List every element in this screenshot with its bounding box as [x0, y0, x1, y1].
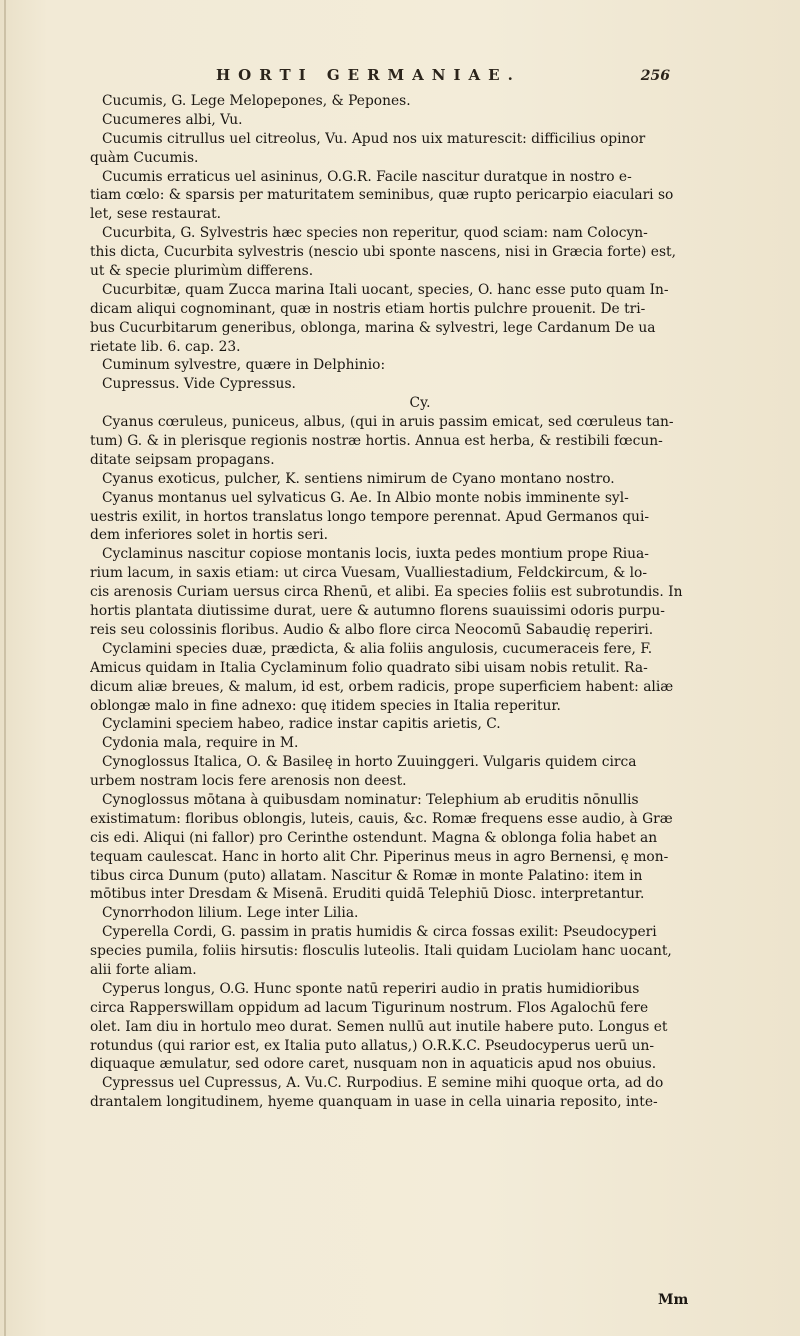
running-head [120, 66, 680, 88]
text-line: tequam caulescat. Hanc in horto alit Chr. Piperinus meus in agro Bernensi, ę mon- [90, 848, 669, 865]
text-line: reis seu colossinis floribus. Audio & albo flore circa Neocomū Sabaudię reperiri. [90, 621, 654, 638]
catchword: Mm [658, 1292, 689, 1308]
text-line: Cucurbita, G. Sylvestris hæc species non reperitur, quod sciam: nam Colocyn- [102, 225, 648, 242]
page-number: 256 [640, 68, 670, 84]
text-line: dicum aliæ breues, & malum, id est, orbem radicis, prope superficiem habent: aliæ [90, 678, 674, 695]
text-line: Cucumis erraticus uel asininus, O.G.R. Facile nascitur duratque in nostro e- [102, 168, 632, 185]
text-line: alii forte aliam. [90, 961, 197, 978]
text-line: ditate seipsam propagans. [90, 451, 275, 468]
text-line: Cyanus montanus uel sylvaticus G. Ae. In Albio monte nobis imminente syl- [102, 489, 629, 506]
text-line: let, sese restaurat. [90, 206, 222, 223]
text-line: Cucumis, G. Lege Melopepones, & Pepones. [102, 93, 411, 109]
text-line: Cydonia mala, require in M. [102, 735, 299, 752]
text-line: ut & specie plurimùm differens. [90, 263, 314, 280]
text-line: tum) G. & in plerisque regionis nostræ hortis. Annua est herba, & restibili fœcun- [90, 433, 663, 450]
text-line: tiam cœlo: & sparsis per maturitatem seminibus, quæ rupto pericarpio eiaculari so [90, 187, 674, 204]
text-line: dem inferiores solet in hortis seri. [90, 527, 329, 544]
text-line: cis edi. Aliqui (ni fallor) pro Cerinthe ostendunt. Magna & oblonga folia habet an [90, 829, 658, 846]
text-line: dicam aliqui cognominant, quæ in nostris etiam hortis pulchre prouenit. De tri- [90, 300, 646, 317]
text-line: this dicta, Cucurbita sylvestris (nescio ubi sponte nascens, nisi in Græcia forte) est, [90, 244, 676, 261]
text-line: Cynorrhodon lilium. Lege inter Lilia. [102, 905, 359, 922]
text-line: Cyperella Cordi, G. passim in pratis humidis & circa fossas exilit: Pseudocyperi [102, 924, 657, 941]
text-line: Cypressus uel Cupressus, A. Vu.C. Rurpodius. E semine mihi quoque orta, ad do [102, 1075, 664, 1092]
text-line: Cucurbitæ, quam Zucca marina Itali uocant, species, O. hanc esse puto quam In- [102, 281, 669, 298]
text-line: mōtibus inter Dresdam & Misenā. Eruditi quidā Telephiū Diosc. interpretantur. [90, 886, 645, 903]
text-line: oblongæ malo in fine adnexo: quę itidem species in Italia reperitur. [90, 697, 561, 714]
text-line: rotundus (qui rarior est, ex Italia puto allatus,) O.R.K.C. Pseudocyperus uerū un- [90, 1037, 655, 1054]
text-line: Cyclamini speciem habeo, radice instar capitis arietis, C. [102, 716, 501, 733]
text-line: tibus circa Dunum (puto) allatam. Nascitur & Romæ in monte Palatino: item in [90, 867, 643, 884]
text-line: cis arenosis Curiam uersus circa Rhenū, et alibi. Ea species foliis est subrotundis. In [90, 584, 683, 601]
text-line: urbem nostram locis fere arenosis non deest. [90, 773, 407, 790]
text-line: Amicus quidam in Italia Cyclaminum folio quadrato sibi uisam nobis retulit. Ra- [90, 659, 648, 676]
text-line: Cyanus exoticus, pulcher, K. sentiens nimirum de Cyano montano nostro. [102, 470, 615, 487]
text-line: species pumila, foliis hirsutis: flosculis luteolis. Itali quidam Luciolam hanc uocant, [90, 943, 672, 960]
text-line: Cyperus longus, O.G. Hunc sponte natū reperiri audio in pratis humidioribus [102, 980, 640, 997]
text-line: Cyclaminus nascitur copiose montanis locis, iuxta pedes montium prope Riua- [102, 546, 649, 563]
text-line: diquaque æmulatur, sed odore caret, nusquam non in aquaticis apud nos obuius. [90, 1056, 657, 1073]
text-line: Cyclamini species duæ, prædicta, & alia foliis angulosis, cucumeraceis fere, F. [102, 640, 653, 657]
text-line: Cynoglossus mōtana à quibusdam nominatur: Telephium ab eruditis nōnullis [102, 791, 639, 808]
text-line: Cucumeres albi, Vu. [102, 111, 243, 128]
page-edge [4, 0, 6, 1336]
text-line: uestris exilit, in hortos translatus longo tempore perennat. Apud Germanos qui- [90, 508, 650, 525]
text-line: Cynoglossus Italica, O. & Basileę in horto Zuuinggeri. Vulgaris quidem circa [102, 754, 637, 771]
body-text [90, 92, 730, 1112]
text-line: quàm Cucumis. [90, 149, 199, 166]
text-line: Cy. [409, 395, 431, 412]
text-line: Cupressus. Vide Cypressus. [102, 376, 296, 393]
text-line: Cucumis citrullus uel citreolus, Vu. Apud nos uix maturescit: difficilius opinor [102, 130, 646, 147]
text-line: hortis plantata diutissime durat, uere & autumno florens suauissimi odoris purpu- [90, 603, 665, 620]
text-line: drantalem longitudinem, hyeme quanquam in uase in cella uinaria reposito, inte- [90, 1094, 658, 1111]
running-head-title: HORTI GERMANIAE. [216, 66, 521, 84]
text-line: Cyanus cœruleus, puniceus, albus, (qui in aruis passim emicat, sed cœruleus tan- [102, 414, 674, 431]
text-line: olet. Iam diu in hortulo meo durat. Semen nullū aut inutile habere puto. Longus et [90, 1018, 668, 1035]
text-line: rium lacum, in saxis etiam: ut circa Vuesam, Vualliestadium, Feldckircum, & lo- [90, 565, 648, 582]
text-line: rietate lib. 6. cap. 23. [90, 338, 241, 355]
text-line: existimatum: floribus oblongis, luteis, cauis, &c. Romæ frequens esse audio, à Græ [90, 810, 673, 827]
text-line: circa Rapperswillam oppidum ad lacum Tigurinum nostrum. Flos Agalochū fere [90, 999, 649, 1016]
text-line: Cuminum sylvestre, quære in Delphinio: [102, 357, 386, 374]
text-line: bus Cucurbitarum generibus, oblonga, marina & sylvestri, lege Cardanum De ua [90, 319, 656, 336]
